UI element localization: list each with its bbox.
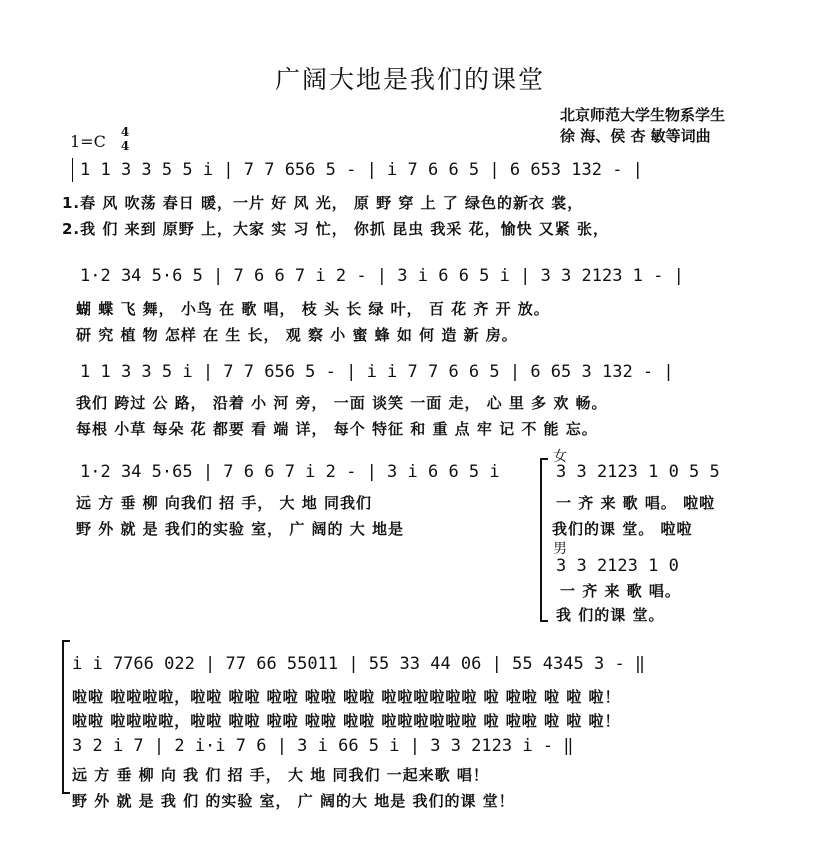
male-lyric-1: 一 齐 来 歌 唱。 xyxy=(560,582,681,600)
female-part-label: 女 xyxy=(553,449,567,465)
key-signature: 1=C xyxy=(70,132,106,151)
male-lyric-2: 我 们的课 堂。 xyxy=(556,606,665,624)
system-4-notes: 1·2 34 5·65 | 7 6 6 7 i 2 - | 3 i 6 6 5 i xyxy=(80,462,500,482)
female-lyric-2: 我们的课 堂。 啦啦 xyxy=(552,520,693,538)
system-2-notes: 1·2 34 5·6 5 | 7 6 6 7 i 2 - | 3 i 6 6 5 i | 3 3 2123 1 - | xyxy=(80,266,684,286)
time-signature-top: 4 xyxy=(120,125,130,139)
system-5-lyric-2: 啦啦 啦啦啦啦，啦啦 啦啦 啦啦 啦啦 啦啦 啦啦啦啦啦啦 啦 啦啦 啦 啦 啦！ xyxy=(72,712,621,730)
system-1-start-bar xyxy=(72,158,73,182)
system-1-lyric-2: 2.我 们 来到 原野 上，大家 实 习 忙， 你抓 昆虫 我采 花，愉快 又紧 张， xyxy=(62,220,610,238)
system-1-lyric-1: 1.春 风 吹荡 春日 暖，一片 好 风 光， 原 野 穿 上 了 绿色的新衣 裳， xyxy=(62,194,584,212)
system-5-notes: i i 7766 022 | 77 66 55011 | 55 33 44 06 | 55 4345 3 - ‖ xyxy=(72,654,646,674)
system-3-notes: 1 1 3 3 5 i | 7 7 656 5 - | i i 7 7 6 6 5 | 6 65 3 132 - | xyxy=(80,362,674,382)
male-notes: 3 3 2123 1 0 xyxy=(556,556,679,576)
part-bracket xyxy=(540,458,548,622)
system-3-lyric-1: 我们 跨过 公 路， 沿着 小 河 旁， 一面 谈笑 一面 走， 心 里 多 欢 畅。 xyxy=(76,394,608,412)
system-2-lyric-2: 研 究 植 物 怎样 在 生 长， 观 察 小 蜜 蜂 如 何 造 新 房。 xyxy=(76,326,518,344)
female-notes: 3 3 2123 1 0 5 5 xyxy=(556,462,720,482)
system-1-notes: 1 1 3 3 5 5 i | 7 7 656 5 - | i 7 6 6 5 | 6 653 132 - | xyxy=(80,160,643,180)
system-4-lyric-1: 远 方 垂 柳 向我们 招 手， 大 地 同我们 xyxy=(76,494,373,512)
system-5-lyric-1: 啦啦 啦啦啦啦，啦啦 啦啦 啦啦 啦啦 啦啦 啦啦啦啦啦啦 啦 啦啦 啦 啦 啦！ xyxy=(72,688,621,706)
male-part-label: 男 xyxy=(553,541,567,557)
system-5-lower-notes: 3 2 i 7 | 2 i·i 7 6 | 3 i 66 5 i | 3 3 2123 i - ‖ xyxy=(72,736,574,756)
final-system-bracket xyxy=(62,640,70,794)
credit-line-1: 北京师范大学生物系学生 xyxy=(560,106,726,124)
credit-line-2: 徐 海、侯 杏 敏等词曲 xyxy=(560,127,711,145)
system-5-lower-lyric-2: 野 外 就 是 我 们 的实验 室， 广 阔的大 地是 我们的课 堂！ xyxy=(72,792,515,810)
system-5-lower-lyric-1: 远 方 垂 柳 向 我 们 招 手， 大 地 同我们 一起来歌 唱！ xyxy=(72,766,489,784)
system-4-lyric-2: 野 外 就 是 我们的实验 室， 广 阔的 大 地是 xyxy=(76,520,405,538)
system-3-lyric-2: 每根 小草 每朵 花 都要 看 端 详， 每个 特征 和 重 点 牢 记 不 能 忘。 xyxy=(76,420,598,438)
female-lyric-1: 一 齐 来 歌 唱。 啦啦 xyxy=(556,494,716,512)
time-signature-bottom: 4 xyxy=(120,139,130,153)
page-title: 广阔大地是我们的课堂 xyxy=(274,65,545,94)
system-2-lyric-1: 蝴 蝶 飞 舞， 小鸟 在 歌 唱， 枝 头 长 绿 叶， 百 花 齐 开 放。 xyxy=(76,300,550,318)
